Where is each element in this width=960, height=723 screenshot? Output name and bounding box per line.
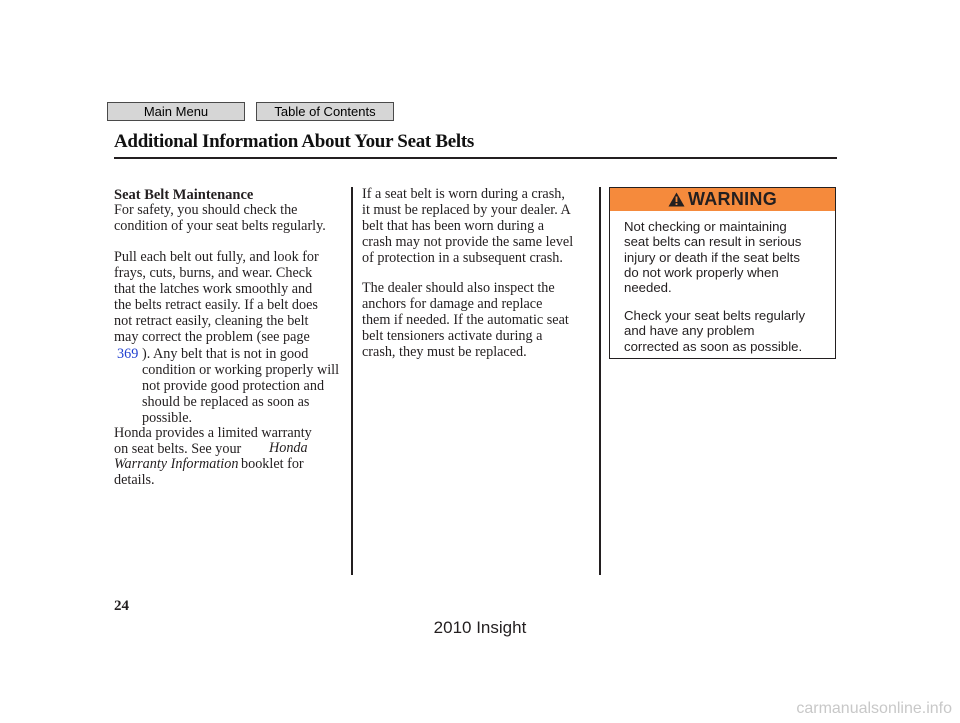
page-369-link[interactable]: 369 [117,346,139,362]
honda-italic: Honda [269,440,308,456]
page-number: 24 [114,598,129,614]
table-of-contents-button[interactable]: Table of Contents [256,102,394,121]
main-menu-button[interactable]: Main Menu [107,102,245,121]
warning-triangle-icon [668,192,685,207]
col1-paragraph-3c: details. [114,472,155,488]
footer-model-name: 2010 Insight [433,618,527,637]
section-heading: Seat Belt Maintenance [114,187,254,203]
column-divider-left [351,187,353,575]
warning-text-2: Check your seat belts regularly and have any problem corrected as soon as possible. [624,308,806,354]
col1-paragraph-2a: Pull each belt out fully, and look for frays, cuts, burns, and wear. Check that the latches work smoothly and the belts retract easily. If a belt does not retract easily, cleaning the belt may correct the problem (see page [114,249,319,345]
col1-paragraph-1: For safety, you should check the condition of your seat belts regularly. [114,202,326,234]
title-divider [114,157,837,159]
warning-header [610,188,835,211]
col2-paragraph-2: The dealer should also inspect the anchors for damage and replace them if needed. If the automatic seat belt tensioners activate during a crash, they must be replaced. [362,280,569,360]
col1-paragraph-2b: ). Any belt that is not in good condition or working properly will not provide good protection and should be replaced as soon as possible. [142,346,340,426]
col2-paragraph-1: If a seat belt is worn during a crash, it must be replaced by your dealer. A belt that has been worn during a crash may not provide the same level of protection in a subsequent crash. [362,186,574,266]
column-divider-right [599,187,601,575]
col1-paragraph-3a: Honda provides a limited warranty on seat belts. See your [114,425,312,457]
page-title: Additional Information About Your Seat Belts [114,131,474,152]
watermark: carmanualsonline.info [796,700,952,717]
warning-box [609,187,836,359]
col1-paragraph-3b: booklet for [241,456,304,472]
warning-label: WARNING [687,189,778,209]
warning-text-1: Not checking or maintaining seat belts can result in serious injury or death if the seat belts do not work properly when needed. [624,219,802,296]
warranty-information-italic: Warranty Information [114,456,239,472]
col1-paragraph-2b-line1 [142,347,339,427]
